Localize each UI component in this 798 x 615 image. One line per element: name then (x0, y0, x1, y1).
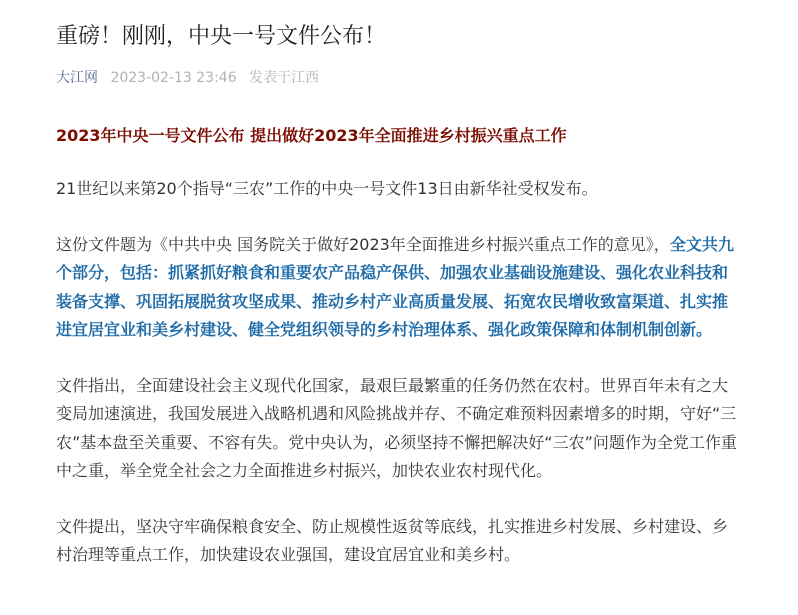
paragraph-3: 文件指出，全面建设社会主义现代化国家，最艰巨最繁重的任务仍然在农村。世界百年未有之大变局加速演进，我国发展进入战略机遇和风险挑战并存、不确定难预料因素增多的时期，守好“三农”基本盘至关重要、不容有失。党中央认为，必须坚持不懈把解决好“三农”问题作为全党工作重中之重，举全党全社会之力全面推进乡村振兴，加快农业农村现代化。 (56, 375, 737, 480)
publish-time: 2023-02-13 23:46 (110, 70, 237, 86)
paragraph-2-plain: 这份文件题为《中共中央 国务院关于做好2023年全面推进乡村振兴重点工作的意见》， (56, 234, 670, 254)
publish-location: 发表于江西 (249, 70, 320, 86)
paragraph-4: 文件提出，坚决守牢确保粮食安全、防止规模性返贫等底线，扎实推进乡村发展、乡村建设、乡村治理等重点工作，加快建设农业强国，建设宜居宜业和美乡村。 (56, 516, 729, 564)
source-link[interactable]: 大江网 (56, 70, 98, 86)
article-meta (56, 68, 742, 88)
paragraph-2 (56, 231, 742, 345)
paragraph-1: 21世纪以来第20个指导“三农”工作的中央一号文件13日由新华社受权发布。 (56, 179, 598, 198)
article-title: 重磅！刚刚，中央一号文件公布！ (56, 24, 387, 49)
paragraph-2-highlight: 全文共九个部分，包括：抓紧抓好粮食和重要农产品稳产保供、加强农业基础设施建设、强化农业科技和装备支撑、巩固拓展脱贫攻坚成果、推动乡村产业高质量发展、拓宽农民增收致富渠道、扎实推进宜居宜业和美乡村建设、健全党组织领导的乡村治理体系、强化政策保障和体制机制创新。 (56, 234, 734, 339)
article-headline: 2023年中央一号文件公布 提出做好2023年全面推进乡村振兴重点工作 (56, 126, 567, 145)
